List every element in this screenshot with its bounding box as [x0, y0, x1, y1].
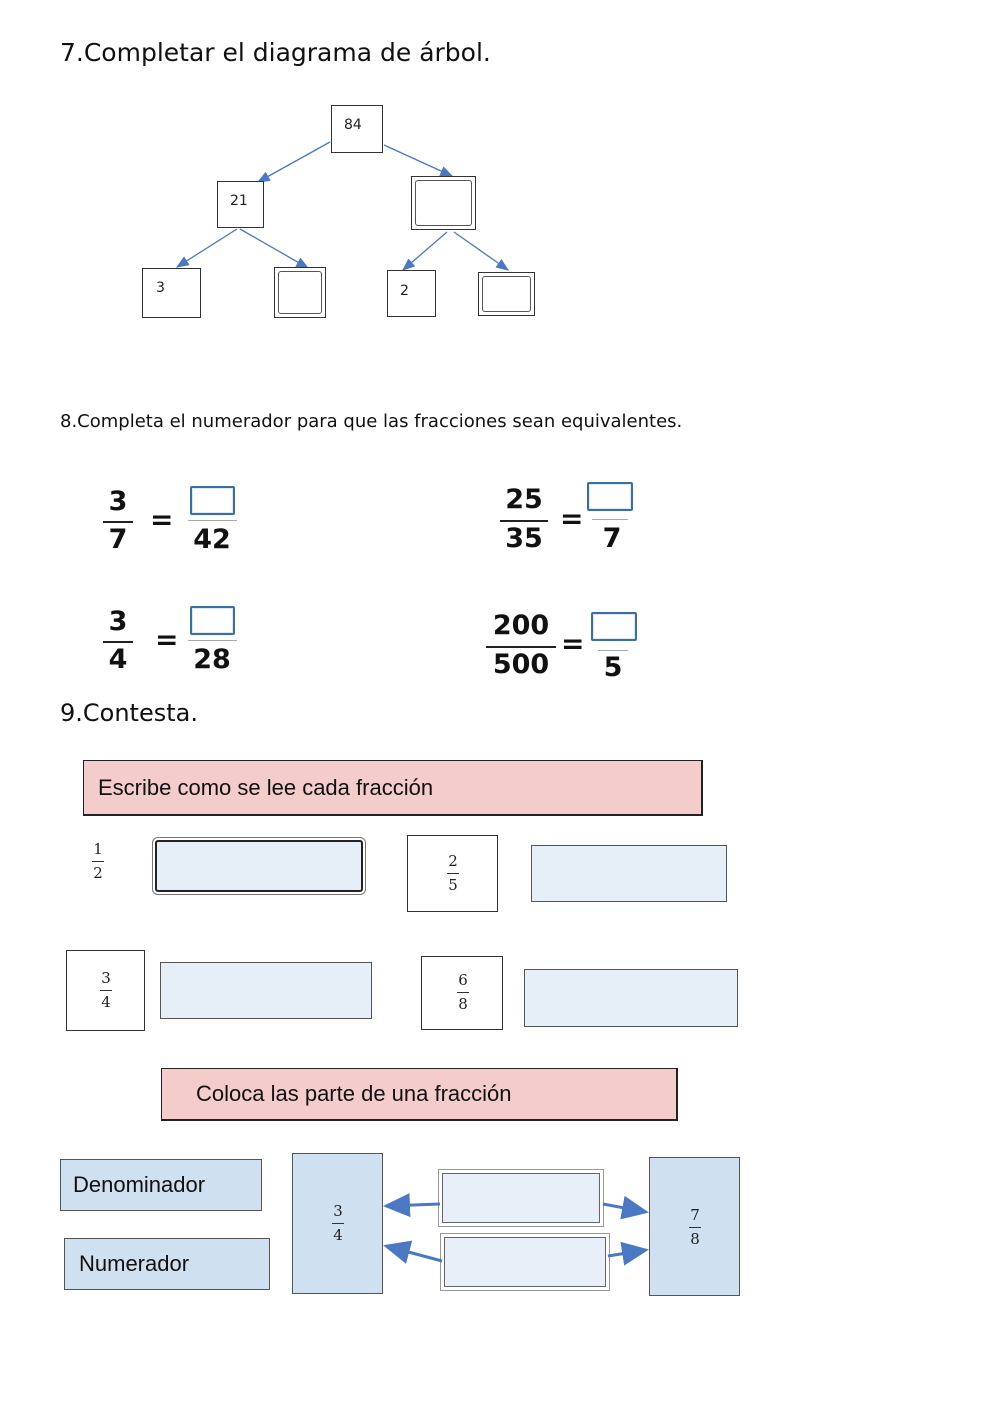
parts-right-num: 7 [690, 1206, 700, 1224]
read-fraction-header [83, 760, 703, 816]
parts-header-text: Coloca las parte de una fracción [196, 1081, 512, 1106]
frac3-answer[interactable] [190, 606, 235, 635]
frac2-bar [500, 520, 548, 522]
tree-node-21 [217, 181, 264, 228]
frac4-den: 500 [492, 649, 550, 680]
read-frac-3-num: 3 [101, 969, 111, 987]
tree-node-21-value: 21 [230, 193, 248, 209]
read-frac-2-den: 5 [448, 876, 458, 894]
frac2-target-den: 7 [602, 523, 622, 554]
parts-right-den: 8 [690, 1230, 700, 1248]
frac2-target-bar [592, 519, 628, 520]
frac3-equals: = [155, 623, 179, 656]
read-frac-card-4 [421, 956, 503, 1030]
frac1-num: 3 [108, 486, 128, 517]
frac4-answer[interactable] [591, 612, 637, 641]
read-fraction-header-text: Escribe como se lee cada fracción [98, 774, 434, 800]
frac2-answer[interactable] [587, 482, 633, 511]
arrow-bottom-right [608, 1250, 646, 1256]
read-frac-1 [88, 842, 108, 881]
arrow-21-right [240, 229, 308, 268]
read-frac-4-den: 8 [458, 995, 468, 1013]
frac2-num: 25 [505, 484, 543, 515]
frac2-equals: = [560, 502, 584, 535]
tree-node-root-value: 84 [344, 117, 362, 133]
parts-arrows [0, 1140, 1000, 1310]
frac4-bar [486, 646, 556, 648]
read-answer-4[interactable] [524, 969, 738, 1027]
arrow-top-right [603, 1204, 646, 1212]
frac3-bar [103, 641, 133, 643]
section-8-title: 8.Completa el numerador para que las fracciones sean equivalentes. [60, 411, 683, 432]
read-answer-1[interactable] [155, 840, 363, 892]
frac4-target-bar [598, 650, 628, 651]
read-frac-1-num: 1 [93, 840, 103, 858]
tree-input-right[interactable] [411, 176, 476, 230]
tree-node-2-value: 2 [400, 283, 409, 299]
frac4-equals: = [561, 627, 585, 660]
arrow-right-right [454, 232, 508, 270]
tree-arrows [0, 0, 1000, 380]
frac3-den: 4 [108, 644, 128, 675]
arrow-bottom-left [386, 1246, 442, 1261]
frac3-target-bar [188, 640, 237, 641]
arrow-top-left [386, 1204, 440, 1206]
frac3-target-den: 28 [193, 644, 231, 675]
parts-header [161, 1068, 678, 1121]
tree-node-2 [387, 270, 436, 317]
frac1-target-bar [188, 520, 237, 521]
frac1-bar [103, 521, 133, 523]
arrow-21-left [177, 229, 237, 267]
arrow-right-left [403, 232, 447, 270]
frac1-den: 7 [108, 524, 128, 555]
parts-left-den: 4 [333, 1226, 343, 1244]
frac1-answer[interactable] [190, 486, 235, 515]
read-frac-1-den: 2 [93, 864, 103, 882]
read-frac-3-den: 4 [101, 993, 111, 1011]
section-9-title: 9.Contesta. [60, 699, 198, 727]
label-numerador-text: Numerador [79, 1251, 190, 1276]
tree-input-21-right[interactable] [274, 267, 326, 318]
tree-node-3-value: 3 [156, 280, 165, 296]
frac1-target-den: 42 [193, 524, 231, 555]
tree-node-3 [142, 268, 201, 318]
frac4-num: 200 [492, 610, 550, 641]
frac4-target-den: 5 [603, 652, 623, 683]
tree-input-right-right[interactable] [478, 272, 535, 316]
arrow-root-left [258, 142, 330, 182]
read-frac-4-num: 6 [458, 971, 468, 989]
tree-node-root [331, 105, 383, 153]
label-denominador-text: Denominador [73, 1172, 206, 1197]
arrow-root-right [384, 145, 452, 176]
read-answer-3[interactable] [160, 962, 372, 1019]
read-frac-2-num: 2 [448, 852, 458, 870]
section-7-title: 7.Completar el diagrama de árbol. [60, 38, 491, 67]
frac1-equals: = [150, 503, 174, 536]
parts-left-num: 3 [333, 1202, 343, 1220]
read-answer-2[interactable] [531, 845, 727, 902]
read-frac-card-3 [66, 950, 145, 1031]
frac3-num: 3 [108, 606, 128, 637]
frac2-den: 35 [505, 523, 543, 554]
read-frac-card-2 [407, 835, 498, 912]
